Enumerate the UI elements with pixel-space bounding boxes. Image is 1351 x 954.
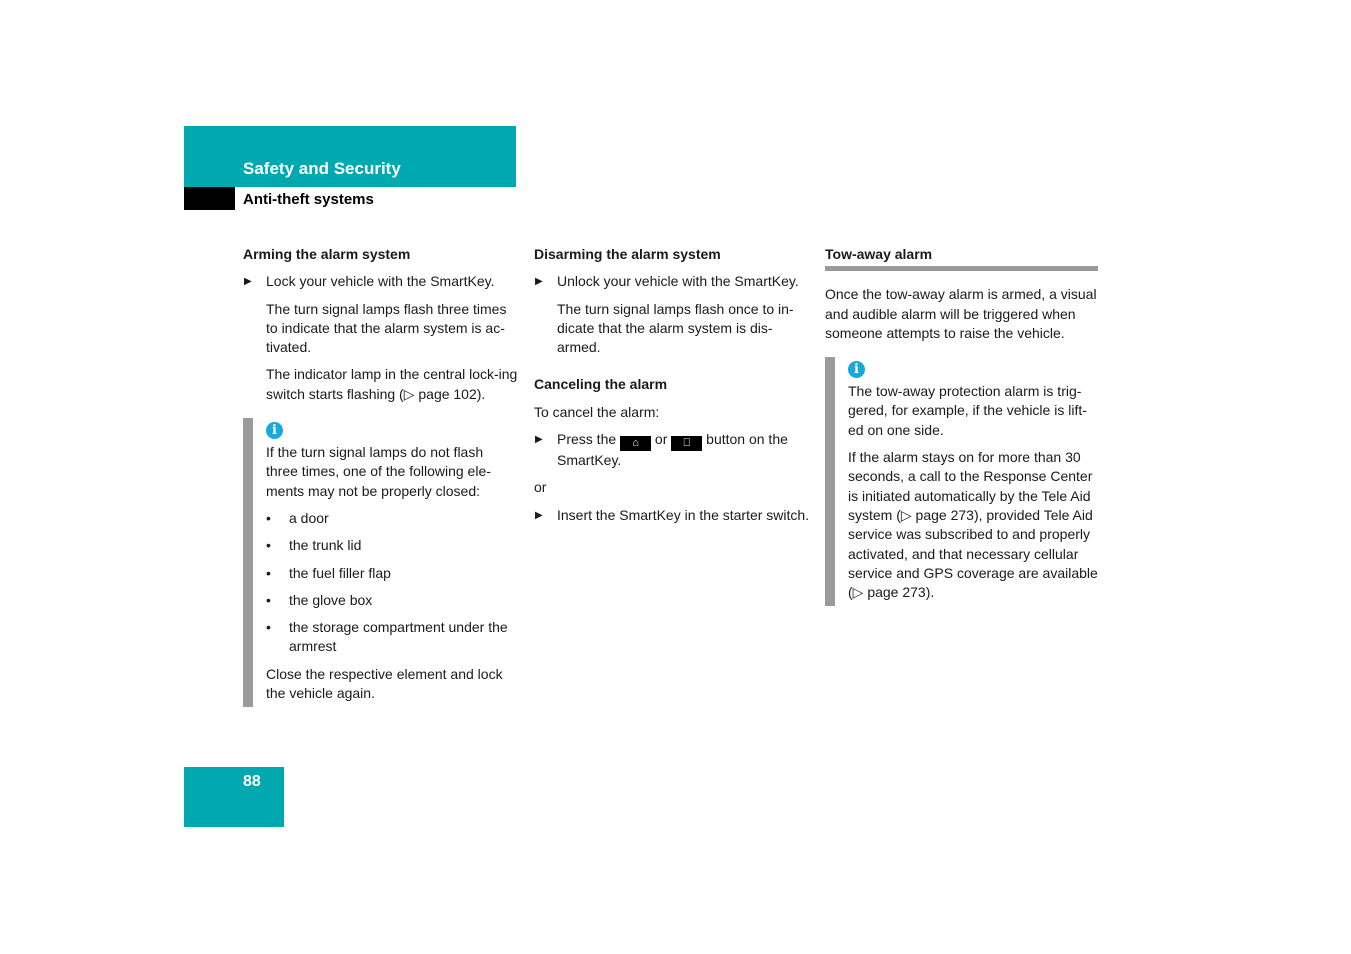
step-arrow-icon: ▶ <box>535 434 543 446</box>
step-text: Insert the SmartKey in the starter switch. <box>557 506 810 523</box>
heading-disarming: Disarming the alarm system <box>534 246 721 262</box>
list-item-text: the fuel filler flap <box>289 564 391 581</box>
step-insert-key <box>534 506 810 525</box>
step-arrow-icon: ▶ <box>535 509 543 521</box>
page-number: 88 <box>243 773 261 790</box>
paragraph: Once the tow-away alarm is armed, a visual and audible alarm will be triggered when someone attempts to raise the vehicle. <box>825 286 1097 341</box>
info-paragraph: The tow-away protection alarm is trig-gered, for example, if the vehicle is lift-ed on one side. <box>848 383 1087 438</box>
list-item <box>266 618 518 657</box>
paragraph: The turn signal lamps flash three times to indicate that the alarm system is ac-tivated. <box>266 300 507 356</box>
step-text: or <box>654 431 668 448</box>
info-icon: i <box>848 361 865 378</box>
step-arrow-icon: ▶ <box>535 276 543 288</box>
subsection-title: Anti-theft systems <box>243 191 374 208</box>
bullet-icon: • <box>266 564 271 581</box>
info-paragraph: If the alarm stays on for more than 30 seconds, a call to the Response Center is initiated automatically by the Tele Aid system (▷ page 273), provided Tele Aid service was subscribed to and properly activated, and that necessary cellular service and GPS coverage are available (▷ page 273). <box>848 449 1098 601</box>
list-item-text: the storage compartment under the armrest <box>289 619 508 655</box>
step-text: button on the SmartKey. <box>557 431 788 469</box>
bullet-icon: • <box>266 619 271 636</box>
list-item-text: the glove box <box>289 591 373 608</box>
paragraph: The turn signal lamps flash once to in-dicate that the alarm system is dis-armed. <box>557 300 794 356</box>
header-tab-marker <box>184 187 235 210</box>
step-unlock-vehicle <box>534 272 810 291</box>
info-box-tow-away <box>825 357 1098 606</box>
heading-tow-away: Tow-away alarm <box>825 245 1098 271</box>
list-item <box>266 591 518 610</box>
list-item-text: a door <box>289 509 329 526</box>
bullet-icon: • <box>266 591 271 608</box>
heading-canceling: Canceling the alarm <box>534 376 668 393</box>
column-tow-away <box>825 245 1098 606</box>
step-arrow-icon: ▶ <box>244 276 252 288</box>
info-closing: Close the respective element and lock the vehicle again. <box>266 665 503 702</box>
step-text: Lock your vehicle with the SmartKey. <box>266 273 495 290</box>
step-text: Unlock your vehicle with the SmartKey. <box>557 273 799 290</box>
page-number-box <box>184 767 284 827</box>
column-disarming <box>534 245 810 533</box>
paragraph: The indicator lamp in the central lock-ing switch starts flashing (▷ page 102). <box>266 366 518 402</box>
lock-icon: ⎕ <box>671 436 702 451</box>
list-item <box>266 536 518 555</box>
step-press-button <box>534 430 810 470</box>
column-arming <box>243 245 518 707</box>
list-item-text: the trunk lid <box>289 537 362 554</box>
bullet-icon: • <box>266 537 271 554</box>
info-intro: If the turn signal lamps do not flash three times, one of the following ele-ments may not be properly closed: <box>266 444 491 499</box>
bullet-icon: • <box>266 509 271 526</box>
paragraph-or: or <box>534 479 547 496</box>
section-title: Safety and Security <box>243 159 401 178</box>
list-item <box>266 564 518 583</box>
list-item <box>266 509 518 528</box>
paragraph: To cancel the alarm: <box>534 403 660 420</box>
info-icon: i <box>266 422 283 439</box>
heading-arming: Arming the alarm system <box>243 246 411 262</box>
step-text: Press the <box>557 431 617 448</box>
step-lock-vehicle <box>243 272 518 291</box>
info-box-arming <box>243 418 518 707</box>
unlock-icon: ⌂ <box>620 436 651 451</box>
